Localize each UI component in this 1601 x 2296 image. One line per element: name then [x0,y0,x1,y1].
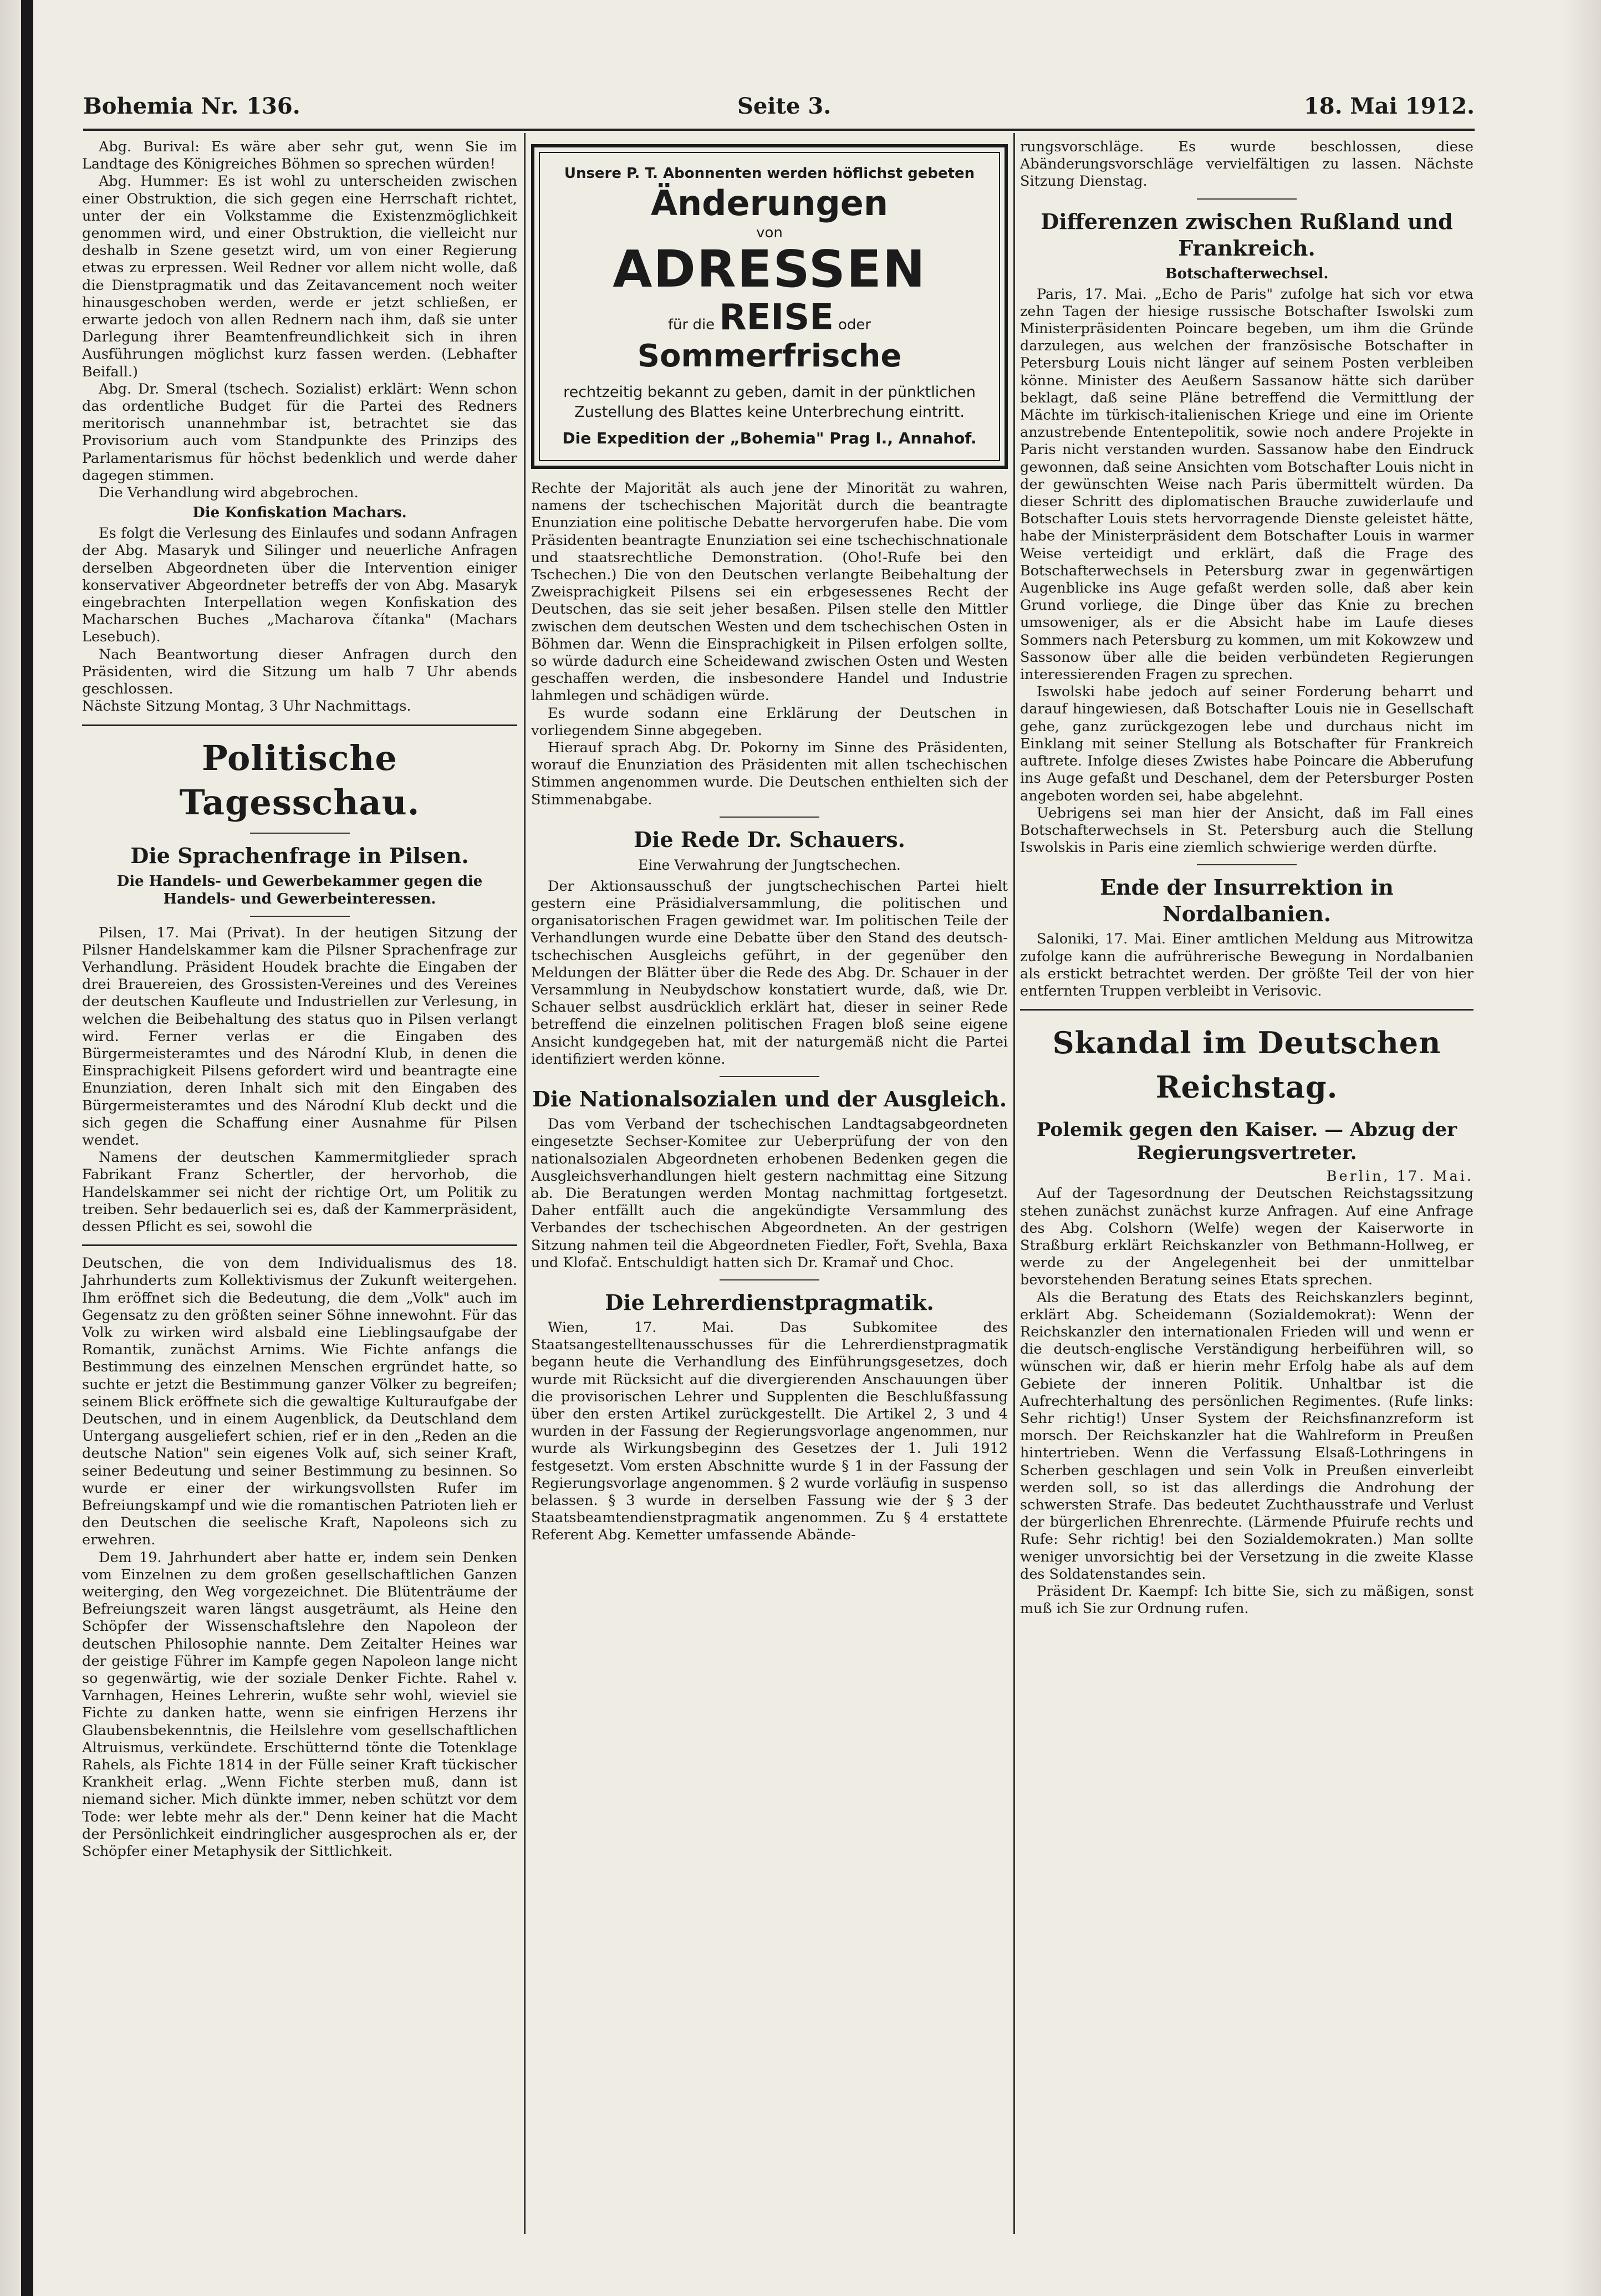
paragraph: Uebrigens sei man hier der Ansicht, daß im Fall eines Botschafterwechsels in St. Petersburg auch die Stellung Iswolskis in Paris eine ziemlich schwierige werden dürfte. [1020,804,1473,856]
article-subheadline: Die Handels- und Gewerbekammer gegen die Handels- und Gewerbeinteressen. [116,873,483,907]
paragraph: Es wurde sodann eine Erklärung der Deutschen in vorliegendem Sinne abgegeben. [531,705,1008,739]
advertisement-box [531,144,1008,469]
column-rule-1 [524,133,526,2234]
paragraph: Als die Beratung des Etats des Reichskanzlers beginnt, erklärt Abg. Scheidemann (Sozialdemokrat): Wenn der Reichskanzler den internationalen Frieden will und wenn er die deutsch-englische Verständigung herbeiführen will, so wünschen wir, daß er hierin mehr Erfolg habe als auf dem Gebiete der inneren Politik. Unhaltbar ist die Aufrechterhaltung des persönlichen Regimentes. (Rufe links: Sehr richtig!) Unser System der Reichsfinanzreform ist morsch. Der Reichskanzler hat die Wahlreform in Preußen hintertrieben. Wenn die Verfassung Elsaß-Lothringens in Scherben geschlagen und sein Volk in Preußen einverleibt werden soll, so ist das allerdings die Androhung der schwersten Strafe. Das bedeutet Zuchthausstrafe und Verlust der bürgerlichen Ehrenrechte. (Lärmende Pfuirufe rechts und Rufe: Sehr richtig! bei den Sozialdemokraten.) Man sollte weniger unvorsichtig bei der Versetzung in die zweite Klasse des Soldatenstandes sein. [1020,1289,1473,1583]
ad-line: Die Expedition der „Bohemia" Prag I., Annahof. [562,429,977,447]
paragraph: Abg. Hummer: Es ist wohl zu unterscheiden zwischen einer Obstruktion, die sich gegen eine Herrschaft richtet, unter der ein Volkstamme die Existenzmöglichkeit genommen wird, und einer Obstruktion, die vielleicht nur deshalb in Szene gesetzt wird, um von einer Regierung etwas zu erpressen. Weil Redner vor allem nicht wolle, daß die Dienstpragmatik und das Zeitavancement noch weiter hinausgeschoben werden, werde er jetzt schließen, er erwarte jedoch von allen Rednern nach ihm, daß sie unter Darlegung ihrer Beamtenfreundlichkeit sich in ihren Ausführungen möglichst kurz fassen werden. (Lebhafter Beifall.) [82,173,517,380]
paragraph: Pilsen, 17. Mai (Privat). In der heutigen Sitzung der Pilsner Handelskammer kam die Pilsner Sprachenfrage zur Verhandlung. Präsident Houdek brachte die Eingaben der drei Brauereien, des Grossisten-Vereines und des Vereines der deutschen Kaufleute und Industriellen zur Verlesung, in welchen die Beibehaltung des status quo in Pilsen verlangt wird. Ferner verlas er die Eingaben des Bürgermeisteramtes und des Národní Klub, in denen die Einsprachigkeit Pilsens gefordert wird und beantragte eine Enunziation, deren Inhalt sich mit den Eingaben des Bürgermeisteramtes und des Národní Klub deckt und die sich gegen die Schaffung einer Ausnahme für Pilsen wendet. [82,924,517,1149]
paragraph: Dem 19. Jahrhundert aber hatte er, indem sein Denken vom Einzelnen zu dem großen gesellschaftlichen Ganzen weiterging, den Weg vorgezeichnet. Die Blütenträume der Befreiungszeit waren längst ausgeträumt, als Heine den Schöpfer der Wissenschaftslehre den Napoleon der deutschen Philosophie nannte. Dem Zeitalter Heines war der geistige Führer im Kampfe gegen Napoleon lange nicht so gegenwärtig, wie der soziale Denker Fichte. Rahel v. Varnhagen, Heines Lehrerin, wußte sehr wohl, wieviel sie Fichte zu danken hatte, wenn sie einfrigen Herzens ihr Glaubensbekenntnis, die Heilslehre vom gesellschaftlichen Altruismus, verkündete. Erschütternd tönte die Totenklage Rahels, als Fichte 1814 in der Fülle seiner Kraft tückischer Krankheit erlag. „Wenn Fichte sterben muß, dann ist niemand sicher. Mich dünkte immer, neben schützt vor dem Tode: wer lebte mehr als der." Denn keiner hat die Macht der Persönlichkeit eindringlicher ausgesprochen als er, der Schöpfer einer Metaphysik der Sittlichkeit. [82,1549,517,1860]
ad-word: für die [667,317,715,333]
paragraph: Abg. Burival: Es wäre aber sehr gut, wenn Sie im Landtage des Königreiches Böhmen so sprechen würden! [82,139,517,173]
article-subheadline: Eine Verwahrung der Jungtschechen. [638,856,901,873]
paragraph: Die Verhandlung wird abgebrochen. [99,484,359,502]
header-rule [83,129,1475,131]
section-divider [1020,1009,1473,1011]
article-headline: Die Nationalsozialen und der Ausgleich. [532,1086,1007,1112]
paragraph: Das vom Verband der tschechischen Landtagsabgeordneten eingesetzte Sechser-Komitee zur Ueberprüfung der von den nationalsozialen Abgeordneten erhobenen Bedenken gegen die Ausgleichsverhandlungen hielt gestern nachmittag eine Sitzung ab. Die Beratungen werden Montag nachmittag fortgesetzt. Daher entfällt auch die angekündigte Versammlung des Verbandes der tschechischen Abgeordneten. An der gestrigen Sitzung nahmen teil die Abgeordneten Fiedler, Fořt, Svehla, Baxa und Klofač. Entschuldigt hatten sich Dr. Kramař und Choc. [531,1116,1008,1271]
ad-line: Unsere P. T. Abonnenten werden höflichst gebeten [564,165,975,182]
divider [720,817,819,818]
paragraph: Es folgt die Verlesung des Einlaufes und sodann Anfragen der Abg. Masaryk und Silinger und neuerliche Anfragen derselben Abgeordneten über die Intervention einiger konservativer Abgeordneter betreffs der von Abg. Masaryk eingebrachten Interpellation wegen Konfiskation des Macharschen Buches „Macharova čítanka" (Machars Lesebuch). [82,525,517,646]
article-headline: Differenzen zwischen Rußland und Frankreich. [1041,208,1453,261]
column-3 [1020,139,1473,2223]
dateline: Berlin, 17. Mai. [1326,1168,1473,1185]
paragraph: Auf der Tagesordnung der Deutschen Reichstagssitzung stehen zunächst zunächst kurze Anfragen. Auf eine Anfrage des Abg. Colshorn (Welfe) wegen der Kaiserworte in Straßburg erklärt Reichskanzler von Bethmann-Hollweg, er werde zu der Angelegenheit bei der unmittelbar bevorstehenden Beratung seines Etats sprechen. [1020,1185,1473,1289]
divider [1197,198,1297,200]
divider [720,1076,819,1077]
paragraph: Abg. Dr. Smeral (tschech. Sozialist) erklärt: Wenn schon das ordentliche Budget für die Partei des Redners meritorisch unannehmbar ist, betrachtet sie das Provisorium auch vom Standpunkte des Prinzips des Parlamentarismus für höchst bedenklich und werde daher dagegen stimmen. [82,380,517,484]
ad-line: rechtzeitig bekannt zu geben, damit in der pünktlichen Zustellung des Blattes keine Unterbrechung eintritt. [563,384,976,421]
ad-line: ADRESSEN [613,239,926,299]
section-divider [82,724,517,726]
article-headline: Die Sprachenfrage in Pilsen. [130,843,469,868]
paragraph: Wien, 17. Mai. Das Subkomitee des Staatsangestelltenausschusses für die Lehrerdienstpragmatik begann heute die Verhandlung des Einführungsgesetzes, doch wurde mit Rücksicht auf die divergierenden Anschauungen über die provisorischen Lehrer und Supplenten die Beschlußfassung über den ersten Artikel zurückgestellt. Die Artikel 2, 3 und 4 wurden in der Fassung der Regierungsvorlage angenommen, nur wurde als Wirkungsbeginn des Gesetzes der 1. Juli 1912 festgesetzt. Vom ersten Abschnitte wurde § 1 in der Fassung der Regierungsvorlage angenommen. § 2 wurde vorläufig in suspenso belassen. § 3 wurde in derselben Fassung wie der § 3 der Staatsbeamtendienstpragmatik angenommen. Zu § 4 erstattete Referent Abg. Kemetter umfassende Abände- [531,1319,1008,1544]
article-headline: Polemik gegen den Kaiser. — Abzug der Regierungsvertreter. [1036,1119,1457,1165]
column-2 [531,139,1008,2223]
header-page-number: Seite 3. [737,93,832,119]
ad-line: Sommerfrische [637,338,902,374]
divider [250,833,350,834]
divider [250,916,350,917]
paragraph: rungsvorschläge. Es wurde beschlossen, diese Abänderungsvorschläge vervielfältigen zu lassen. Nächste Sitzung Dienstag. [1020,139,1473,190]
paragraph: Der Aktionsausschuß der jungtschechischen Partei hielt gestern eine Präsidialversammlung, die politischen und organisatorischen Fragen gewidmet war. Im politischen Teile der Verhandlungen wurde eine Debatte über den Stand des deutsch-tschechischen Ausgleichs geführt, in der gegenüber den Meldungen der Blätter über die Rede des Abg. Dr. Schauer in der Versammlung in Neubydschow konstatiert wurde, daß, wie Dr. Schauer selbst ausdrücklich erklärt hat, dieser in seiner Rede betreffend die einzelnen politischen Fragen bloß seine eigene Ansicht kundgegeben hat, mit der naturgemäß nicht die Partei identifiziert werden könne. [531,877,1008,1068]
paragraph: Namens der deutschen Kammermitglieder sprach Fabrikant Franz Schertler, der hervorhob, die Handelskammer sei nicht der richtige Ort, um Politik zu treiben. Sehr bedauerlich sei es, daß der Kammerpräsident, dessen Pflicht es sei, sowohl die [82,1149,517,1235]
page-header [83,93,1475,126]
paragraph: Rechte der Majorität als auch jene der Minorität zu wahren, namens der tschechischen Majorität durch die beantragte Enunziation eine politische Debatte hervorgerufen habe. Die vom Präsidenten beantragte Enunziation sei eine tschechischnationale und staatsrechtliche Demonstration. (Oho!-Rufe bei den Tschechen.) Die von den Deutschen verlangte Beibehaltung der Zweisprachigkeit Pilsens sei ein erbgesessenes Recht der Deutschen, das sie seit jeher besaßen. Pilsen stelle den Mittler zwischen dem deutschen Westen und dem tschechischen Osten in Böhmen dar. Wenn die Einsprachigkeit in Pilsen erfolgen sollte, so würde dadurch eine Scheidewand zwischen Osten und Westen geschaffen werden, die insbesondere Handel und Industrie lahmlegen und schädigen würde. [531,480,1008,705]
paragraph: Hierauf sprach Abg. Dr. Pokorny im Sinne des Präsidenten, worauf die Enunziation des Präsidenten mit allen tschechischen Stimmen angenommen wurde. Die Deutschen enthielten sich der Stimmenabgabe. [531,739,1008,808]
ad-word: oder [838,317,871,333]
section-heading: Die Konfiskation Machars. [192,504,407,522]
article-headline: Ende der Insurrektion in Nordalbanien. [1100,875,1394,927]
divider [720,1279,819,1280]
section-title: Skandal im Deutschen Reichstag. [1052,1025,1441,1105]
ad-line-group [553,297,986,338]
paragraph: Nach Beantwortung dieser Anfragen durch den Präsidenten, wird die Sitzung um halb 7 Uhr abends geschlossen. [82,646,517,698]
header-date: 18. Mai 1912. [1303,93,1475,119]
header-issue: Bohemia Nr. 136. [83,93,300,119]
paragraph: Saloniki, 17. Mai. Einer amtlichen Meldung aus Mitrowitza zufolge kann die aufrührerische Bewegung in Nordalbanien als erstickt betrachtet werden. Der größte Teil der von hier entfernten Truppen verbleibt in Verisovic. [1020,931,1473,999]
ad-word: REISE [719,297,834,338]
ad-line: von [756,225,783,241]
binding-edge [21,0,33,2296]
feuilleton-divider [82,1244,517,1246]
paragraph: Iswolski habe jedoch auf seiner Forderung beharrt und darauf hingewiesen, daß Botschafter Louis nie in Gesellschaft gehe, ganz zurückgezogen lebe und durchaus nicht im Einklang mit seiner Stellung als Botschafter für Frankreich auftrete. Infolge dieses Zwistes habe Poincare die Abberufung ins Auge gefaßt und Deschanel, dem der Petersburger Posten angeboten worden sei, habe abgelehnt. [1020,683,1473,804]
column-1 [82,139,517,2223]
divider [1197,864,1297,865]
paragraph: Deutschen, die von dem Individualismus des 18. Jahrhunderts zum Kollektivismus der Zukunft weitergehen. Ihm eröffnet sich die Bedeutung, die dem „Volk" auch im Gegensatz zu den größten seiner Söhne innewohnt. Für das Volk zu wirken wird alsbald eine Lieblingsaufgabe der Romantik, zunächst Arnims. Wie Fichte anfangs die Bestimmung des einzelnen Menschen ergründet hatte, so suchte er jetzt die Bestimmung ganzer Völker zu begreifen; seinem Blick eröffnete sich die gewaltige Kulturaufgabe der Deutschen, und in einem Augenblick, da Deutschland dem Untergang ausgeliefert schien, rief er in den „Reden an die deutsche Nation" sein eigenes Volk auf, sich seiner Kraft, seiner Bedeutung und seiner Bestimmung zu besinnen. So wurde er einer der wirkungsvollsten Rufer im Befreiungskampf und wie die romantischen Patrioten lieh er den Deutschen die seelische Kraft, Napoleons sich zu erwehren. [82,1255,517,1549]
paragraph: Paris, 17. Mai. „Echo de Paris" zufolge hat sich vor etwa zehn Tagen der hiesige russische Botschafter Iswolski zum Ministerpräsidenten Poincare begeben, um ihm die Gründe darzulegen, aus welchen der französische Botschafter in Petersburg Louis nicht länger auf seinem Posten verbleiben könne. Minister des Aeußern Sassanow hätte sich darüber beklagt, daß seine Pläne betreffend die Vermittlung der Mächte im türkisch-italienischen Kriege und eine im Oriente anzustrebende Ententepolitik, sowie noch andere Projekte in Paris nicht verstanden wurden. Sassanow habe den Eindruck gewonnen, daß seine Ansichten vom Botschafter Louis nicht in der gewünschten Weise nach Paris übermittelt würden. Da dieser Schritt des diplomatischen Brauche zuwiderlaufe und Botschafter Louis stets hervorragende Dienste geleistet hätte, habe der Ministerpräsident dem Botschafter Louis in warmer Weise verteidigt und erklärt, daß die Frage des Botschafterwechsels in Petersburg zwar in gegenwärtigen Augenblicke ins Auge gefaßt werden solle, daß aber kein Grund vorliege, die Dinge über das Knie zu brechen umsoweniger, als er die Absicht habe im Laufe dieses Sommers nach Petersburg zu kommen, um mit Kokowzew und Sassonow über alle die beiden verbündeten Regierungen interessierenden Fragen zu sprechen. [1020,285,1473,683]
paragraph: Präsident Dr. Kaempf: Ich bitte Sie, sich zu mäßigen, sonst muß ich Sie zur Ordnung rufen. [1020,1583,1473,1618]
article-headline: Die Lehrerdienstpragmatik. [605,1289,934,1315]
article-headline: Die Rede Dr. Schauers. [634,826,905,852]
column-rule-2 [1013,133,1015,2234]
paragraph: Nächste Sitzung Montag, 3 Uhr Nachmittags. [82,698,411,715]
article-subheadline: Botschafterwechsel. [1165,265,1329,282]
ad-line: Änderungen [651,183,888,223]
section-title: Politische Tagesschau. [179,737,420,823]
